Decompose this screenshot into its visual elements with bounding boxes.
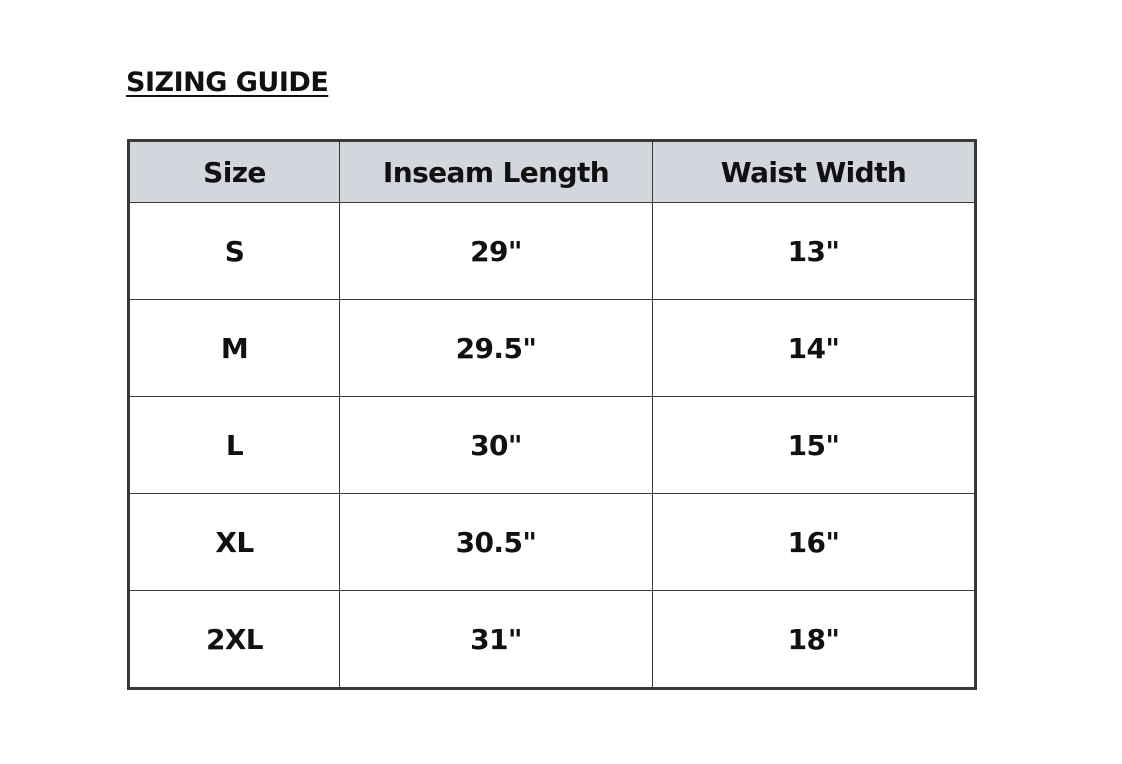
table-row <box>129 203 976 300</box>
header-waist-width: Waist Width <box>653 141 976 203</box>
table-row <box>129 300 976 397</box>
header-size: Size <box>129 141 340 203</box>
cell-waist: 15" <box>653 397 976 494</box>
table-row <box>129 591 976 689</box>
cell-size: M <box>129 300 340 397</box>
cell-inseam: 30.5" <box>340 494 653 591</box>
table-row <box>129 494 976 591</box>
page-title: SIZING GUIDE <box>126 67 329 98</box>
header-inseam-length: Inseam Length <box>340 141 653 203</box>
cell-inseam: 29" <box>340 203 653 300</box>
cell-waist: 18" <box>653 591 976 689</box>
cell-size: L <box>129 397 340 494</box>
sizing-table <box>127 139 977 690</box>
cell-size: 2XL <box>129 591 340 689</box>
cell-inseam: 31" <box>340 591 653 689</box>
cell-waist: 14" <box>653 300 976 397</box>
cell-inseam: 29.5" <box>340 300 653 397</box>
table-row <box>129 397 976 494</box>
cell-waist: 16" <box>653 494 976 591</box>
table-header-row <box>129 141 976 203</box>
cell-inseam: 30" <box>340 397 653 494</box>
cell-size: S <box>129 203 340 300</box>
cell-waist: 13" <box>653 203 976 300</box>
cell-size: XL <box>129 494 340 591</box>
